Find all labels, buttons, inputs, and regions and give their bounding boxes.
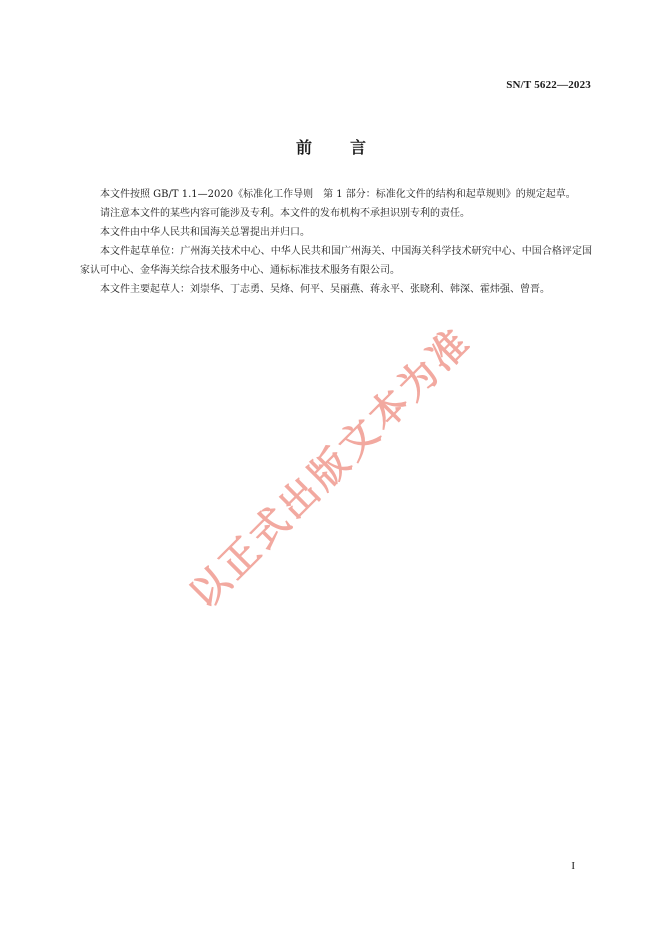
standard-code: SN/T 5622—2023 xyxy=(506,79,591,91)
title-char-1: 前 xyxy=(295,138,312,157)
title-char-2: 言 xyxy=(350,138,367,157)
paragraph-drafting-rules: 本文件按照 GB/T 1.1—2020《标准化工作导则 第 1 部分：标准化文件的结构和起草规则》的规定起草。 xyxy=(100,189,576,200)
paragraph-drafting-units: 本文件起草单位：广州海关技术中心、中华人民共和国广州海关、中国海关科学技术研究中心、中国合格评定国家认可中心、金华海关综合技术服务中心、通标标准技术服务有限公司。 xyxy=(80,246,592,276)
foreword-body xyxy=(80,185,592,299)
paragraph-proposer: 本文件由中华人民共和国海关总署提出并归口。 xyxy=(100,227,310,238)
page-title xyxy=(0,135,662,158)
watermark: 以正式出版文本为准 xyxy=(181,318,480,617)
page-number: I xyxy=(571,860,575,872)
paragraph-drafters: 本文件主要起草人：刘崇华、丁志勇、吴烽、何平、吴丽燕、蒋永平、张晓利、韩深、霍炜强、曾晋。 xyxy=(100,284,550,295)
paragraph-patent-notice: 请注意本文件的某些内容可能涉及专利。本文件的发布机构不承担识别专利的责任。 xyxy=(100,208,470,219)
